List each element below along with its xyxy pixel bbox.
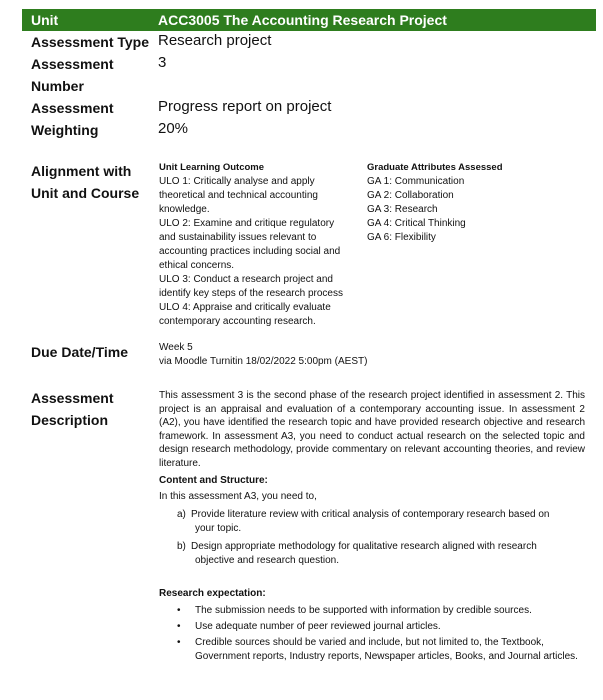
list-item-b: [177, 540, 587, 568]
list-item-text: your topic.: [195, 523, 242, 534]
assessment-title-value: Progress report on project: [158, 98, 332, 115]
assessment-number-value: 3: [158, 54, 167, 71]
list-marker: b): [177, 541, 186, 552]
due-submission: via Moodle Turnitin 18/02/2022 5:00pm (AEST): [159, 356, 368, 367]
content-intro: In this assessment A3, you need to,: [159, 491, 317, 502]
ulo-column: [159, 161, 364, 329]
unit-header-bar: [22, 9, 596, 31]
ulo-line: contemporary accounting research.: [159, 316, 316, 327]
ga-line: GA 3: Research: [367, 204, 438, 215]
assessment-type-value: Research project: [158, 32, 272, 49]
assessment-weighting-label-line2: Weighting: [31, 122, 99, 138]
ulo-line: ULO 1: Critically analyse and apply: [159, 176, 315, 187]
ulo-line: ethical concerns.: [159, 260, 235, 271]
assessment-number-label-line1: Assessment: [31, 56, 114, 72]
content-structure-heading: Content and Structure:: [159, 475, 268, 486]
ulo-heading: Unit Learning Outcome: [159, 162, 265, 173]
assessment-weighting-value: 20%: [158, 120, 189, 137]
bullet-icon: •: [177, 621, 181, 632]
bullet-text: The submission needs to be supported with information by credible sources.: [195, 605, 532, 616]
ulo-line: knowledge.: [159, 204, 210, 215]
list-marker: a): [177, 509, 186, 520]
ulo-line: ULO 2: Examine and critique regulatory: [159, 218, 335, 229]
ga-column: [367, 161, 567, 245]
assessment-number-label-line2: Number: [31, 78, 84, 94]
research-expectation-heading: Research expectation:: [159, 588, 266, 599]
list-item-text: Design appropriate methodology for qualitative research aligned with research: [191, 541, 537, 552]
description-label-line1: Assessment: [31, 390, 114, 406]
bullet-icon: •: [177, 605, 181, 616]
list-item-a: [177, 508, 587, 536]
ga-heading: Graduate Attributes Assessed: [367, 162, 503, 173]
due-date-label: Due Date/Time: [31, 344, 128, 360]
alignment-label-line2: Unit and Course: [31, 185, 140, 201]
ulo-line: ULO 3: Conduct a research project and: [159, 274, 333, 285]
list-item-text: objective and research question.: [195, 555, 339, 566]
unit-title: ACC3005 The Accounting Research Project: [158, 12, 447, 28]
ulo-line: theoretical and technical accounting: [159, 190, 318, 201]
bullet-icon: •: [177, 637, 181, 648]
due-week: Week 5: [159, 342, 193, 353]
description-label-line2: Description: [31, 412, 109, 428]
ulo-line: identify key steps of the research process: [159, 288, 343, 299]
description-paragraph: This assessment 3 is the second phase of the research project identified in assessment 2. This project is an appraisal and evaluation of a contemporary accounting issue. In assessment 2 (A2), you have identified the research topic and have provided research objective and research framework. In assessment A3, you need to conduct actual research on the selected topic and design research methodology, provide commentary on relevant accounting theories, and review literature.: [159, 390, 585, 469]
ga-line: GA 6: Flexibility: [367, 232, 436, 243]
ga-line: GA 2: Collaboration: [367, 190, 454, 201]
ga-line: GA 4: Critical Thinking: [367, 218, 466, 229]
assessment-weighting-label-line1: Assessment: [31, 100, 114, 116]
ga-line: GA 1: Communication: [367, 176, 465, 187]
unit-label: Unit: [31, 12, 59, 28]
ulo-line: accounting practices including social and: [159, 246, 341, 257]
bullet-text: Credible sources should be varied and include, but not limited to, the Textbook, Government reports, Industry reports, Newspaper articles, Books, and Journal articles.: [195, 637, 578, 662]
alignment-label-line1: Alignment with: [31, 163, 132, 179]
assessment-type-label: Assessment Type: [31, 34, 150, 50]
ulo-line: ULO 4: Appraise and critically evaluate: [159, 302, 331, 313]
list-item-text: Provide literature review with critical analysis of contemporary research based on: [191, 509, 550, 520]
bullet-text: Use adequate number of peer reviewed journal articles.: [195, 621, 441, 632]
ulo-line: and sustainability issues relevant to: [159, 232, 317, 243]
